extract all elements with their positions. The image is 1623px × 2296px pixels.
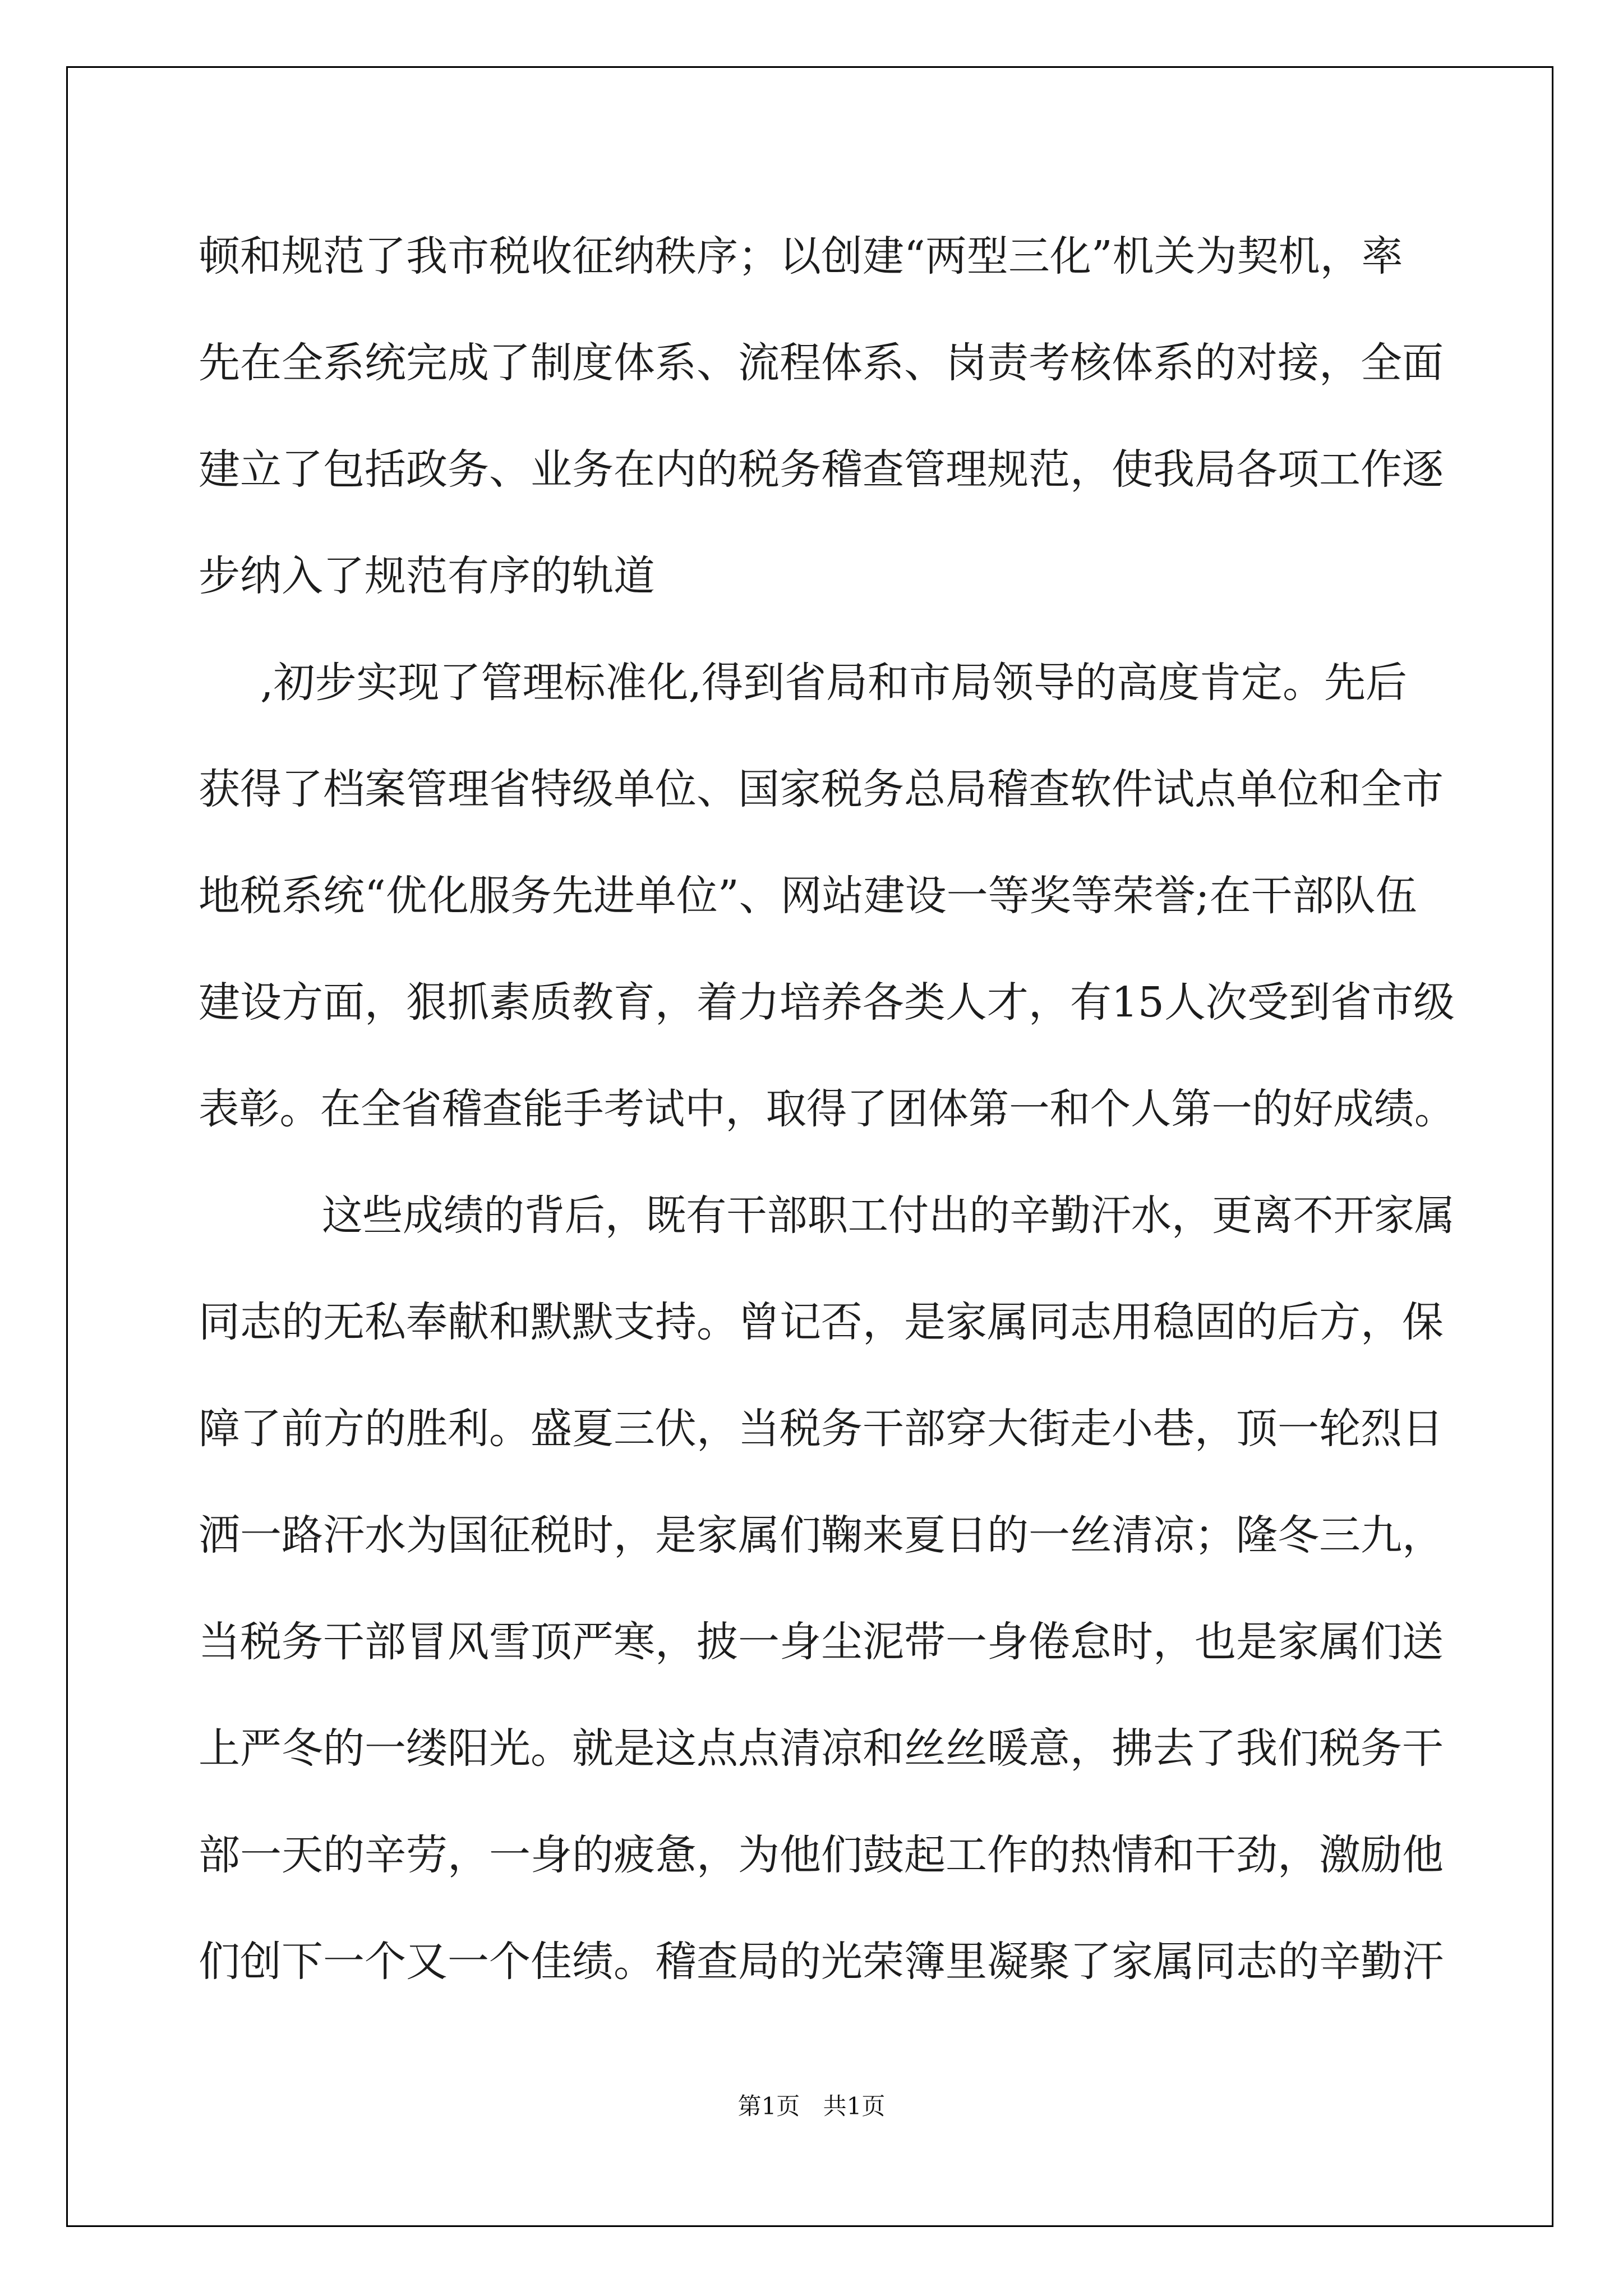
text-line: 们创下一个又一个佳绩。稽查局的光荣簿里凝聚了家属同志的辛勤汗 — [199, 1938, 1444, 1986]
text-line: 顿和规范了我市税收征纳秩序；以创建“两型三化”机关为契机，率 — [199, 232, 1403, 280]
text-line: 当税务干部冒风雪顶严寒，披一身尘泥带一身倦怠时，也是家属们送 — [199, 1618, 1444, 1666]
text-line: 障了前方的胜利。盛夏三伏，当税务干部穿大街走小巷，顶一轮烈日 — [199, 1405, 1444, 1453]
text-line: 同志的无私奉献和默默支持。曾记否，是家属同志用稳固的后方，保 — [199, 1298, 1444, 1346]
document-body — [199, 203, 1455, 2015]
text-line: 洒一路汗水为国征税时，是家属们鞠来夏日的一丝清凉；隆冬三九， — [199, 1511, 1444, 1559]
text-line: 上严冬的一缕阳光。就是这点点清凉和丝丝暖意，拂去了我们税务干 — [199, 1724, 1444, 1773]
page-number-total: 共1页 — [823, 2092, 886, 2120]
page-number-current: 第1页 — [737, 2092, 800, 2120]
text-line: 步纳入了规范有序的轨道 — [199, 552, 655, 600]
text-line: 建立了包括政务、业务在内的税务稽查管理规范，使我局各项工作逐 — [199, 445, 1444, 494]
page-footer — [0, 2088, 1623, 2122]
text-line: 表彰。在全省稽查能手考试中，取得了团体第一和个人第一的好成绩。 — [199, 1085, 1455, 1133]
text-line: 获得了档案管理省特级单位、国家税务总局稽查软件试点单位和全市 — [199, 765, 1444, 813]
text-line: 地税系统“优化服务先进单位”、网站建设一等奖等荣誉;在干部队伍 — [199, 872, 1417, 920]
text-line: 部一天的辛劳，一身的疲惫，为他们鼓起工作的热情和干劲，激励他 — [199, 1831, 1444, 1879]
text-line: 这些成绩的背后，既有干部职工付出的辛勤汗水，更离不开家属 — [322, 1191, 1455, 1240]
text-line: 先在全系统完成了制度体系、流程体系、岗责考核体系的对接，全面 — [199, 339, 1444, 387]
text-line: 建设方面，狠抓素质教育，着力培养各类人才，有15人次受到省市级 — [199, 978, 1455, 1027]
text-line: ,初步实现了管理标准化,得到省局和市局领导的高度肯定。先后 — [260, 659, 1408, 707]
